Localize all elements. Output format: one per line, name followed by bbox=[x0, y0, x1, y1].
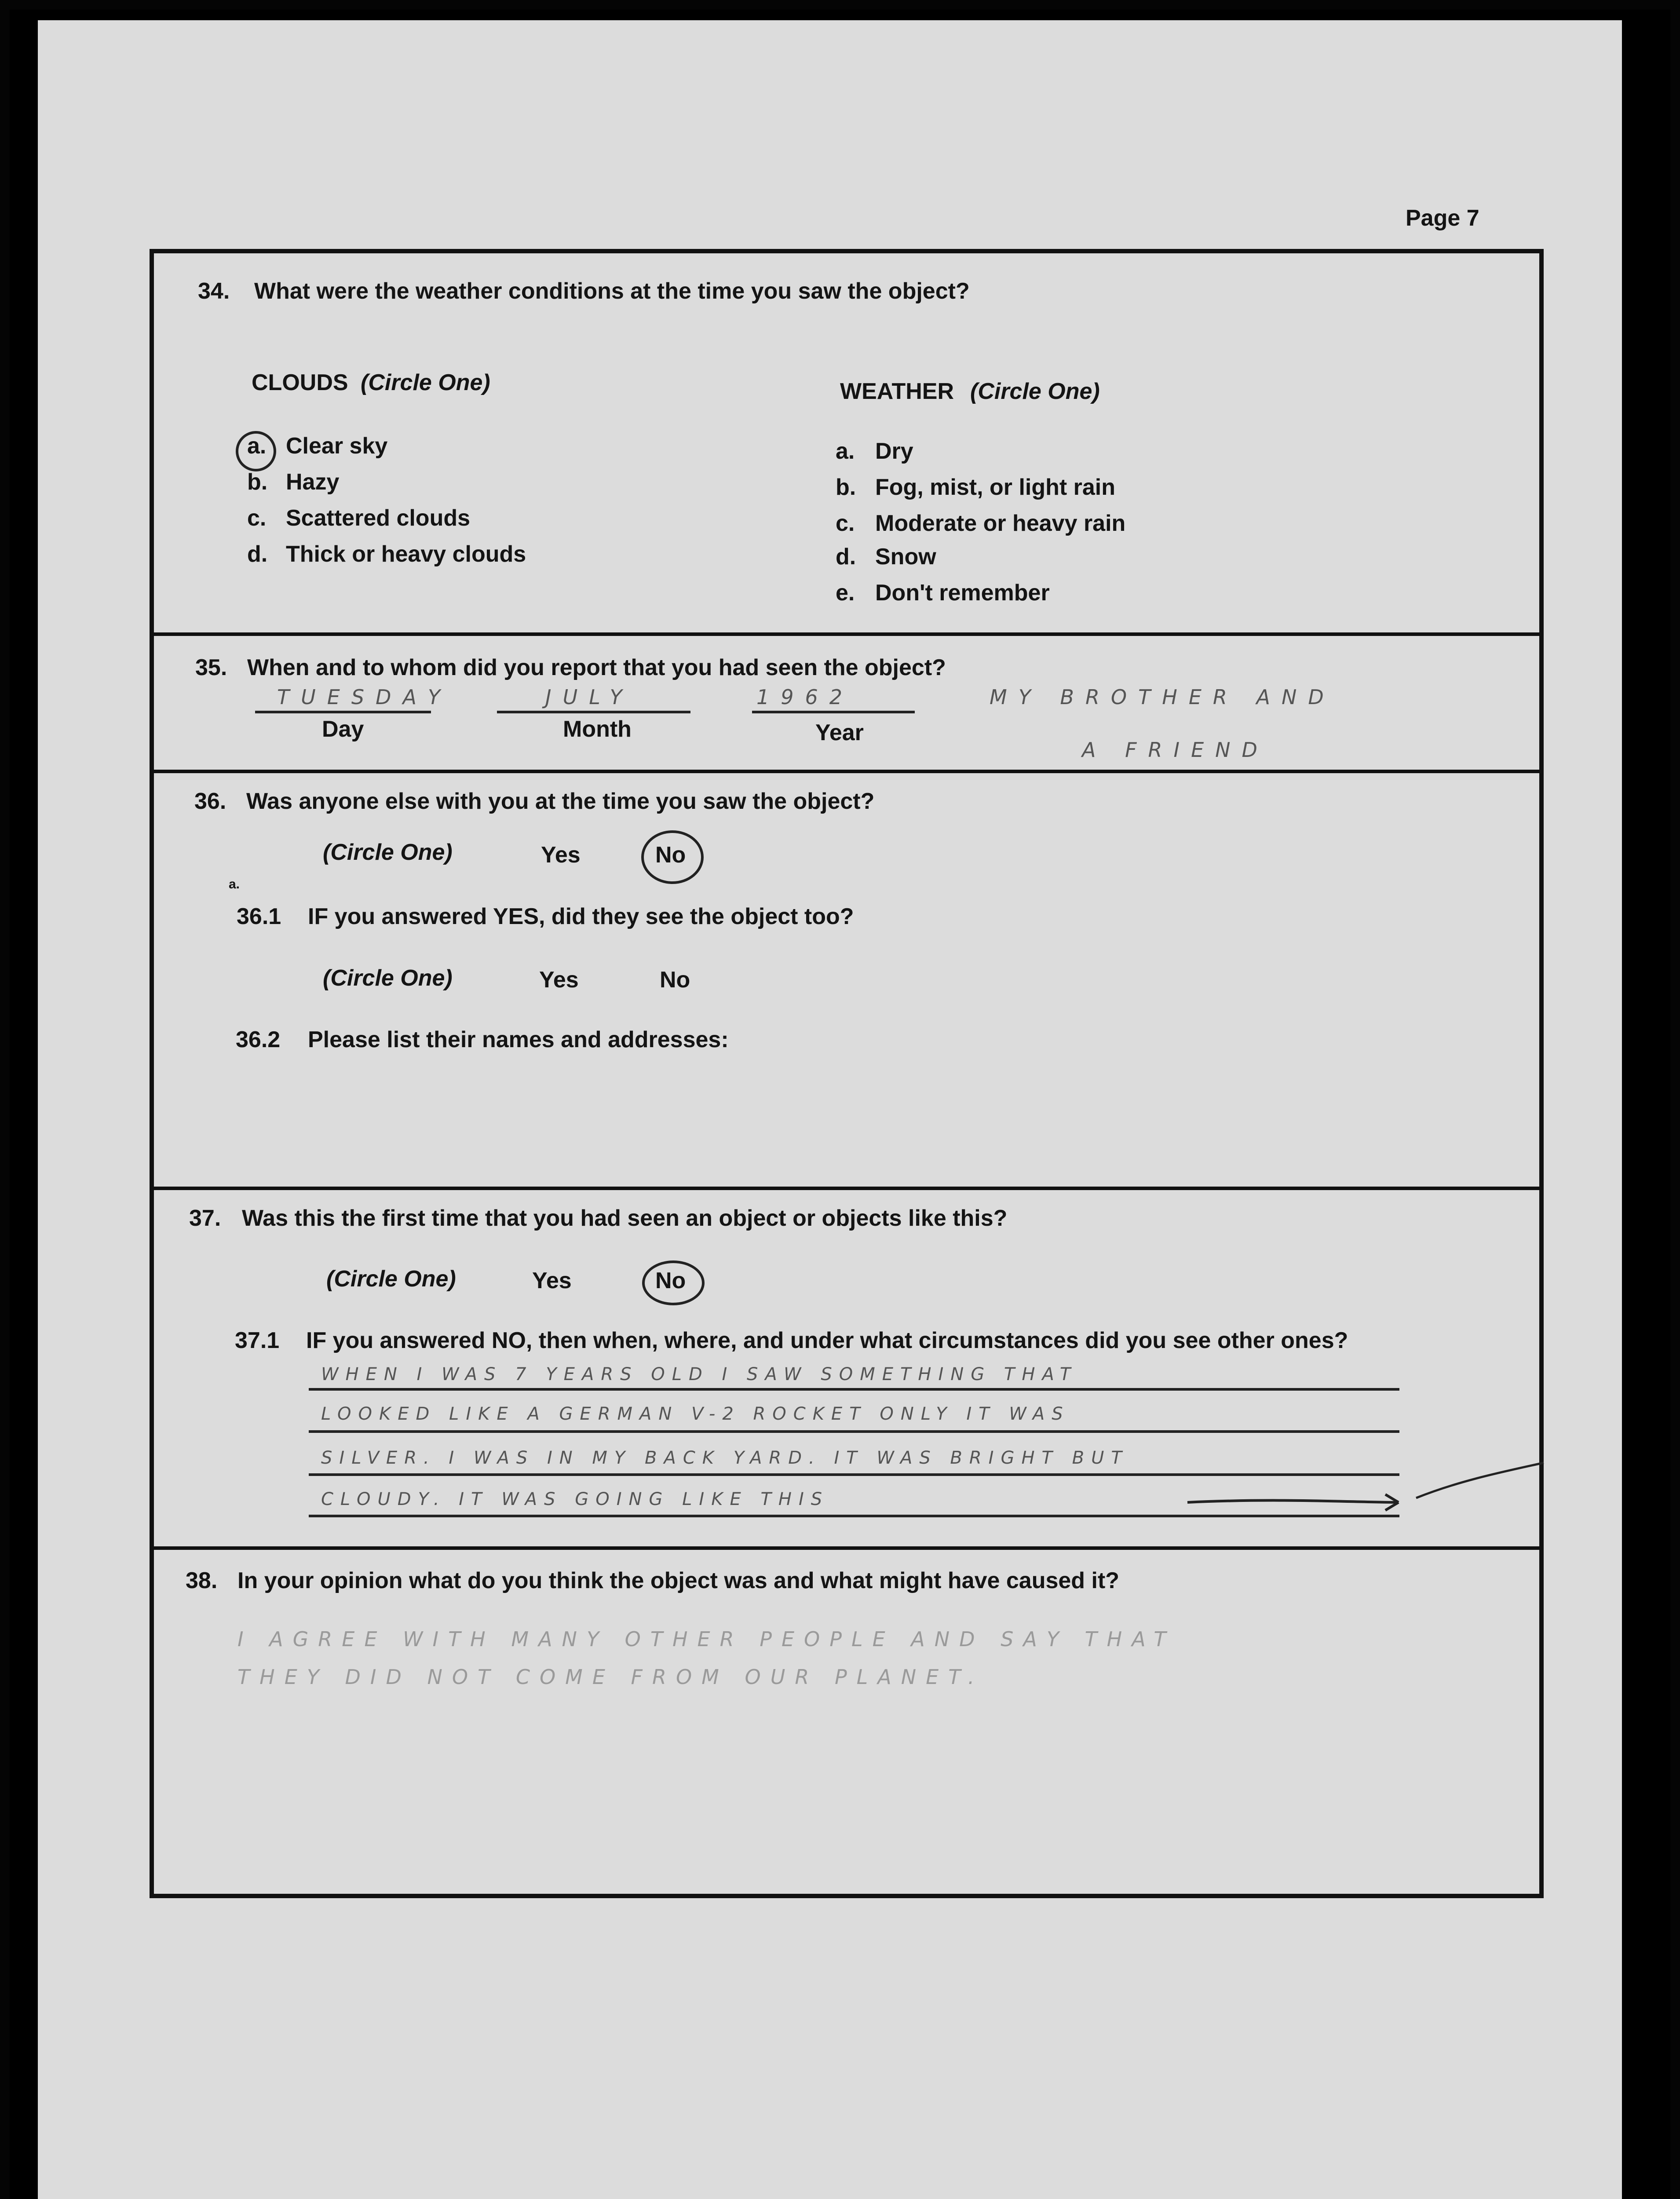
question-38-section bbox=[154, 1546, 1539, 1898]
q38-answer-line-1: I AGREE WITH MANY OTHER PEOPLE AND SAY THAT bbox=[237, 1627, 1176, 1651]
clouds-header: CLOUDS bbox=[252, 370, 348, 395]
q36-1-yes-option: Yes bbox=[539, 967, 579, 993]
q34-number: 34. bbox=[198, 278, 230, 304]
q35-month-label: Month bbox=[563, 716, 632, 742]
q34-question: What were the weather conditions at the time you saw the object? bbox=[254, 278, 970, 304]
q37-1-answer-line-1: WHEN I WAS 7 YEARS OLD I SAW SOMETHING THAT bbox=[321, 1364, 1078, 1384]
q37-question: Was this the first time that you had seen an object or objects like this? bbox=[242, 1205, 1008, 1231]
q37-1-answer-line-4: CLOUDY. IT WAS GOING LIKE THIS bbox=[321, 1489, 829, 1509]
q37-1-rule-1 bbox=[309, 1388, 1399, 1391]
q36-1-number: 36.1 bbox=[237, 904, 281, 929]
weather-header: WEATHER bbox=[840, 379, 954, 404]
q35-number: 35. bbox=[195, 655, 227, 680]
q36-number: 36. bbox=[194, 789, 226, 814]
q37-1-rule-2 bbox=[309, 1430, 1399, 1433]
q37-yes-option: Yes bbox=[532, 1268, 572, 1293]
q36-1-question: IF you answered YES, did they see the object too? bbox=[308, 904, 854, 929]
q35-month-answer: JULY bbox=[545, 685, 634, 709]
q37-1-question: IF you answered NO, then when, where, and under what circumstances did you see other ones? bbox=[306, 1328, 1348, 1353]
q35-day-label: Day bbox=[322, 716, 364, 742]
q35-day-answer: TUESDAY bbox=[277, 685, 452, 709]
weather-option-a-label: Dry bbox=[875, 438, 913, 464]
weather-option-c-letter: c. bbox=[836, 511, 855, 536]
cloud-option-a-label: Clear sky bbox=[286, 433, 388, 459]
weather-option-a-letter: a. bbox=[836, 438, 855, 464]
q36-1-no-option: No bbox=[660, 967, 690, 993]
q35-year-line bbox=[752, 711, 915, 713]
question-34-section bbox=[154, 253, 1539, 632]
cloud-option-b-label: Hazy bbox=[286, 469, 340, 495]
question-35-section bbox=[154, 632, 1539, 770]
q35-year-answer: 1962 bbox=[756, 685, 854, 709]
q38-number: 38. bbox=[186, 1568, 218, 1593]
weather-option-e-label: Don't remember bbox=[875, 580, 1050, 606]
clouds-circle-one: (Circle One) bbox=[361, 370, 490, 395]
q36-2-number: 36.2 bbox=[236, 1027, 281, 1052]
q37-1-answer-line-2: LOOKED LIKE A GERMAN V-2 ROCKET ONLY IT WAS bbox=[321, 1404, 1070, 1424]
q36-2-question: Please list their names and addresses: bbox=[308, 1027, 729, 1052]
q35-to-whom-line-2: A FRIEND bbox=[1082, 738, 1269, 762]
weather-option-d-label: Snow bbox=[875, 544, 936, 570]
questionnaire-form bbox=[150, 249, 1544, 1898]
page-number: Page 7 bbox=[1406, 205, 1479, 231]
q35-question: When and to whom did you report that you had seen the object? bbox=[247, 655, 946, 680]
q36-circle-one: (Circle One) bbox=[323, 840, 453, 865]
q36-no-option: No bbox=[655, 842, 686, 868]
cloud-option-a-letter: a. bbox=[247, 433, 267, 459]
weather-option-b-letter: b. bbox=[836, 475, 856, 500]
question-36-section bbox=[154, 770, 1539, 1187]
cloud-option-d-label: Thick or heavy clouds bbox=[286, 541, 526, 567]
q35-year-label: Year bbox=[815, 720, 864, 745]
question-37-section bbox=[154, 1187, 1539, 1546]
weather-option-d-letter: d. bbox=[836, 544, 856, 570]
q35-day-line bbox=[255, 711, 431, 713]
cloud-option-c-letter: c. bbox=[247, 505, 267, 531]
weather-circle-one: (Circle One) bbox=[970, 379, 1100, 404]
q35-to-whom-line-1: MY BROTHER AND bbox=[990, 685, 1335, 709]
q38-question: In your opinion what do you think the object was and what might have caused it? bbox=[237, 1568, 1120, 1593]
q36-question: Was anyone else with you at the time you saw the object? bbox=[246, 789, 875, 814]
q37-1-number: 37.1 bbox=[235, 1328, 280, 1353]
weather-option-e-letter: e. bbox=[836, 580, 855, 606]
weather-option-b-label: Fog, mist, or light rain bbox=[875, 475, 1115, 500]
cloud-option-c-label: Scattered clouds bbox=[286, 505, 471, 531]
weather-option-c-label: Moderate or heavy rain bbox=[875, 511, 1126, 536]
q37-no-option: No bbox=[655, 1268, 686, 1293]
q37-1-answer-line-3: SILVER. I WAS IN MY BACK YARD. IT WAS BRIGHT BUT bbox=[321, 1448, 1129, 1468]
q36-yes-option: Yes bbox=[541, 842, 581, 868]
q38-answer-line-2: THEY DID NOT COME FROM OUR PLANET. bbox=[237, 1665, 984, 1689]
q36-1-circle-one: (Circle One) bbox=[323, 965, 453, 991]
q35-month-line bbox=[497, 711, 690, 713]
cloud-option-d-letter: d. bbox=[247, 541, 268, 567]
q37-number: 37. bbox=[189, 1205, 221, 1231]
q36-margin-mark: a. bbox=[229, 877, 240, 891]
cloud-option-b-letter: b. bbox=[247, 469, 268, 495]
q37-circle-one: (Circle One) bbox=[326, 1266, 456, 1292]
motion-path-sketch bbox=[1179, 1436, 1548, 1516]
